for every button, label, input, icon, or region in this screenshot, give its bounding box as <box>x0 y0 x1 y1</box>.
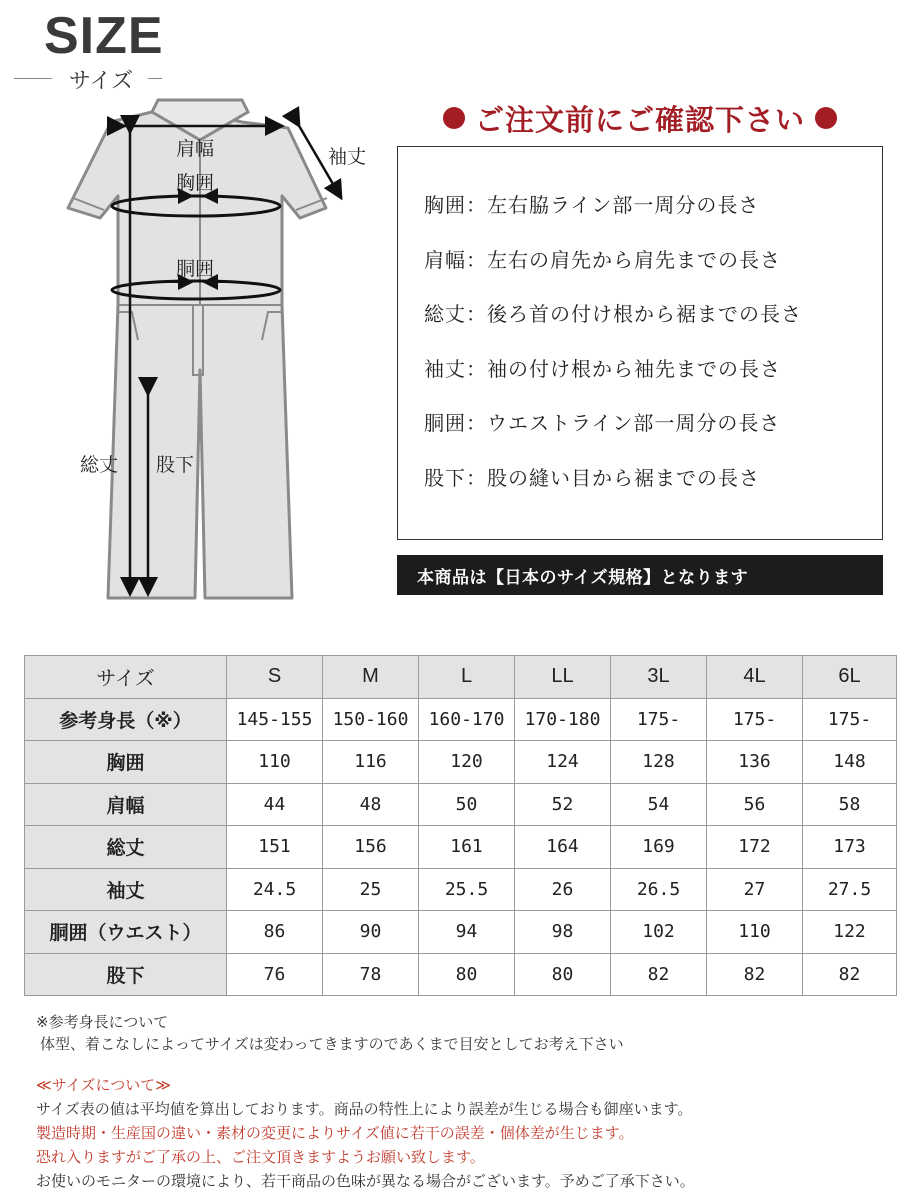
table-cell: 82 <box>611 953 707 996</box>
table-cell: 98 <box>515 911 611 954</box>
subtitle-left-rule <box>14 78 52 79</box>
red-dot-icon <box>815 107 837 129</box>
table-cell: 102 <box>611 911 707 954</box>
table-header-cell: 6L <box>803 656 897 699</box>
definition-sleeve: 袖丈：袖の付け根から袖先までの長さ <box>424 356 781 381</box>
table-cell: 86 <box>227 911 323 954</box>
row-label: 胴囲（ウエスト） <box>25 911 227 954</box>
table-cell: 90 <box>323 911 419 954</box>
table-header-row <box>25 656 897 699</box>
table-cell: 148 <box>803 741 897 784</box>
table-cell: 120 <box>419 741 515 784</box>
row-label: 股下 <box>25 953 227 996</box>
japan-size-banner: 本商品は【日本のサイズ規格】となります <box>397 555 883 595</box>
table-cell: 82 <box>707 953 803 996</box>
subtitle-right-rule <box>148 78 162 79</box>
row-label: 胸囲 <box>25 741 227 784</box>
table-cell: 170-180 <box>515 698 611 741</box>
table-cell: 27 <box>707 868 803 911</box>
table-cell: 175- <box>707 698 803 741</box>
table-cell: 27.5 <box>803 868 897 911</box>
table-cell: 94 <box>419 911 515 954</box>
about-size-title: ≪サイズについて≫ <box>36 1076 171 1094</box>
table-cell: 80 <box>515 953 611 996</box>
table-cell: 128 <box>611 741 707 784</box>
table-cell: 150-160 <box>323 698 419 741</box>
label-total-length: 総丈 <box>80 454 119 476</box>
table-header-cell: 3L <box>611 656 707 699</box>
table-row <box>25 953 897 996</box>
coverall-diagram <box>0 90 400 610</box>
table-row <box>25 698 897 741</box>
label-chest: 胸囲 <box>176 172 215 194</box>
ref-height-note-title: ※参考身長について <box>36 1013 169 1031</box>
row-label: 肩幅 <box>25 783 227 826</box>
table-cell: 173 <box>803 826 897 869</box>
table-cell: 78 <box>323 953 419 996</box>
table-cell: 124 <box>515 741 611 784</box>
table-cell: 175- <box>803 698 897 741</box>
size-note-line-2: 製造時期・生産国の違い・素材の変更によりサイズ値に若干の誤差・個体差が生じます。 <box>36 1124 634 1142</box>
table-cell: 50 <box>419 783 515 826</box>
table-cell: 76 <box>227 953 323 996</box>
size-subtitle: サイズ <box>68 69 134 94</box>
table-cell: 25.5 <box>419 868 515 911</box>
definition-chest: 胸囲：左右脇ライン部一周分の長さ <box>424 193 760 217</box>
notice-heading-text: ご注文前にご確認下さい <box>474 102 805 137</box>
label-waist: 胴囲 <box>176 258 215 280</box>
table-cell: 136 <box>707 741 803 784</box>
size-note-line-1: サイズ表の値は平均値を算出しております。商品の特性上により誤差が生じる場合も御座います。 <box>36 1100 693 1118</box>
table-cell: 24.5 <box>227 868 323 911</box>
table-cell: 169 <box>611 826 707 869</box>
row-label: 参考身長（※） <box>25 698 227 741</box>
table-row <box>25 826 897 869</box>
definition-shoulder: 肩幅：左右の肩先から肩先までの長さ <box>424 247 781 272</box>
table-cell: 160-170 <box>419 698 515 741</box>
row-label: 袖丈 <box>25 868 227 911</box>
table-cell: 25 <box>323 868 419 911</box>
size-note-line-4: お使いのモニターの環境により、若干商品の色味が異なる場合がございます。予めご了承下さい。 <box>36 1172 695 1190</box>
table-cell: 58 <box>803 783 897 826</box>
table-cell: 48 <box>323 783 419 826</box>
size-table <box>24 655 897 996</box>
table-cell: 116 <box>323 741 419 784</box>
table-cell: 122 <box>803 911 897 954</box>
table-row <box>25 783 897 826</box>
row-label: 総丈 <box>25 826 227 869</box>
definition-inseam: 股下：股の縫い目から裾までの長さ <box>424 465 760 490</box>
table-cell: 164 <box>515 826 611 869</box>
table-row <box>25 741 897 784</box>
table-cell: 161 <box>419 826 515 869</box>
table-cell: 172 <box>707 826 803 869</box>
table-header-cell: サイズ <box>25 656 227 699</box>
table-row <box>25 868 897 911</box>
measurement-definitions <box>397 146 883 540</box>
table-header-cell: S <box>227 656 323 699</box>
table-cell: 110 <box>707 911 803 954</box>
definition-total-length: 総丈：後ろ首の付け根から裾までの長さ <box>424 302 802 326</box>
table-cell: 80 <box>419 953 515 996</box>
size-note-line-3: 恐れ入りますがご了承の上、ご注文頂きますようお願い致します。 <box>36 1148 485 1166</box>
table-cell: 26.5 <box>611 868 707 911</box>
table-cell: 151 <box>227 826 323 869</box>
table-cell: 175- <box>611 698 707 741</box>
label-inseam: 股下 <box>156 454 195 476</box>
table-cell: 54 <box>611 783 707 826</box>
definition-waist: 胴囲：ウエストライン部一周分の長さ <box>424 411 781 435</box>
table-header-cell: M <box>323 656 419 699</box>
table-cell: 145-155 <box>227 698 323 741</box>
table-header-cell: LL <box>515 656 611 699</box>
red-dot-icon <box>443 107 465 129</box>
table-cell: 44 <box>227 783 323 826</box>
table-header-cell: 4L <box>707 656 803 699</box>
table-cell: 52 <box>515 783 611 826</box>
size-title: SIZE <box>44 7 164 65</box>
notice-heading <box>400 96 880 140</box>
table-cell: 110 <box>227 741 323 784</box>
label-sleeve: 袖丈 <box>328 146 367 168</box>
table-row <box>25 911 897 954</box>
table-cell: 82 <box>803 953 897 996</box>
table-cell: 26 <box>515 868 611 911</box>
label-shoulder: 肩幅 <box>176 138 215 160</box>
table-cell: 56 <box>707 783 803 826</box>
table-header-cell: L <box>419 656 515 699</box>
table-cell: 156 <box>323 826 419 869</box>
ref-height-note-body: 体型、着こなしによってサイズは変わってきますのであくまで目安としてお考え下さい <box>40 1035 624 1053</box>
